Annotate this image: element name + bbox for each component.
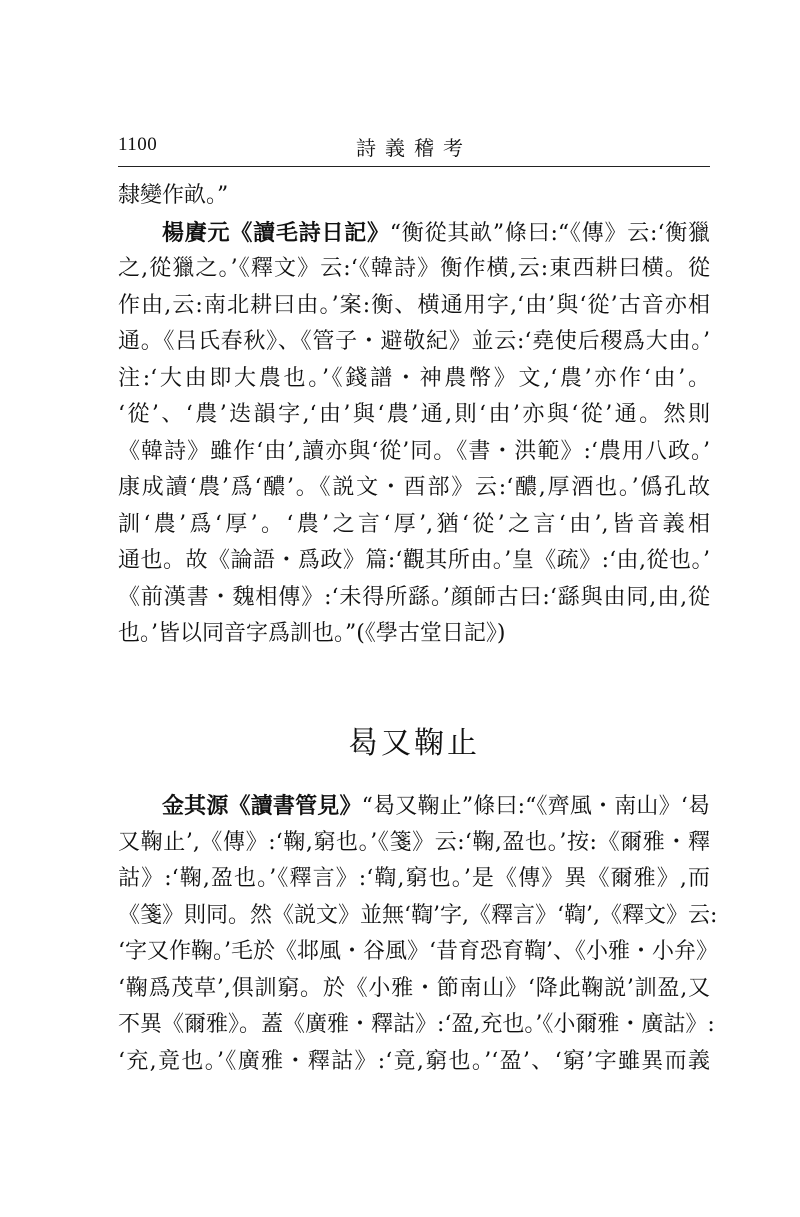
text-line: 又鞠止’,《傳》:‘鞠,窮也。’《箋》云:‘鞠,盈也。’按:《爾雅・釋 <box>118 829 710 855</box>
text-line: 不異《爾雅》。蓋《廣雅・釋詁》:‘盈,充也。’《小爾雅・廣詁》: <box>118 1012 715 1037</box>
text-line: 《前漢書・魏相傳》:‘未得所繇。’顔師古曰:‘繇與由同,由,從 <box>118 584 710 610</box>
text-line: 《韓詩》雖作‘由’,讀亦與‘從’同。《書・洪範》:‘農用八政。’ <box>118 438 710 464</box>
text-line: 通。《吕氏春秋》、《管子・避敬紀》並云:‘堯使后稷爲大由。’ <box>118 329 710 354</box>
text-line: ‘充,竟也。’《廣雅・釋詁》:‘竟,窮也。’‘盈’、‘窮’字雖異而義 <box>118 1048 710 1074</box>
text-line: 作由,云:南北耕曰由。’案:衡、横通用字,‘由’與‘從’古音亦相 <box>118 292 710 318</box>
text-line: 注:‘大由即大農也。’《錢譜・神農幣》文,‘農’亦作‘由’。 <box>118 365 710 391</box>
section-1-body <box>118 178 710 653</box>
section-heading: 曷又鞠止 <box>348 726 480 761</box>
cited-author-title: 金其源《讀書管見》 <box>162 793 362 819</box>
header-rule <box>118 166 710 167</box>
text-line: 《箋》則同。然《説文》並無‘鞫’字,《釋言》‘鞫’,《釋文》云: <box>118 902 718 928</box>
paragraph-opening-text: “曷又鞠止”條曰:“《齊風・南山》‘曷 <box>361 794 710 819</box>
page-number: 1100 <box>118 134 158 155</box>
paragraph-opening-line <box>118 788 710 825</box>
text-line: 也。’皆以同音字爲訓也。”(《學古堂日記》) <box>118 621 506 646</box>
text-line: 隸變作畝。” <box>118 183 229 208</box>
text-line: ‘從’、‘農’迭韻字,‘由’與‘農’通,則‘由’亦與‘從’通。然則 <box>118 402 710 427</box>
running-title: 詩義稽考 <box>356 136 472 160</box>
paragraph-opening-text: “衡從其畝”條曰:“《傳》云:‘衡獵 <box>389 220 710 246</box>
text-line: 之,從獵之。’《釋文》云:‘《韓詩》衡作横,云:東西耕曰横。從 <box>118 256 710 281</box>
paragraph-opening-line <box>118 215 710 252</box>
text-line: 訓‘農’爲‘厚’。‘農’之言‘厚’,猶‘從’之言‘由’,皆音義相 <box>118 511 710 537</box>
text-line: 通也。故《論語・爲政》篇:‘觀其所由。’皇《疏》:‘由,從也。’ <box>118 548 710 573</box>
cited-author-title: 楊賡元《讀毛詩日記》 <box>162 219 390 246</box>
text-line: 詁》:‘鞠,盈也。’《釋言》:‘鞫,窮也。’是《傳》異《爾雅》,而 <box>118 866 710 891</box>
page-header <box>118 128 710 166</box>
text-line: 康成讀‘農’爲‘醲’。《説文・酉部》云:‘醲,厚酒也。’僞孔故 <box>118 475 710 500</box>
text-line: ‘鞠爲茂草’,俱訓窮。於《小雅・節南山》‘降此鞠説’訓盈,又 <box>118 975 710 1001</box>
text-line: ‘字又作鞠。’毛於《邶風・谷風》‘昔育恐育鞫’、《小雅・小弁》 <box>118 939 718 964</box>
section-2-body <box>118 788 718 1080</box>
